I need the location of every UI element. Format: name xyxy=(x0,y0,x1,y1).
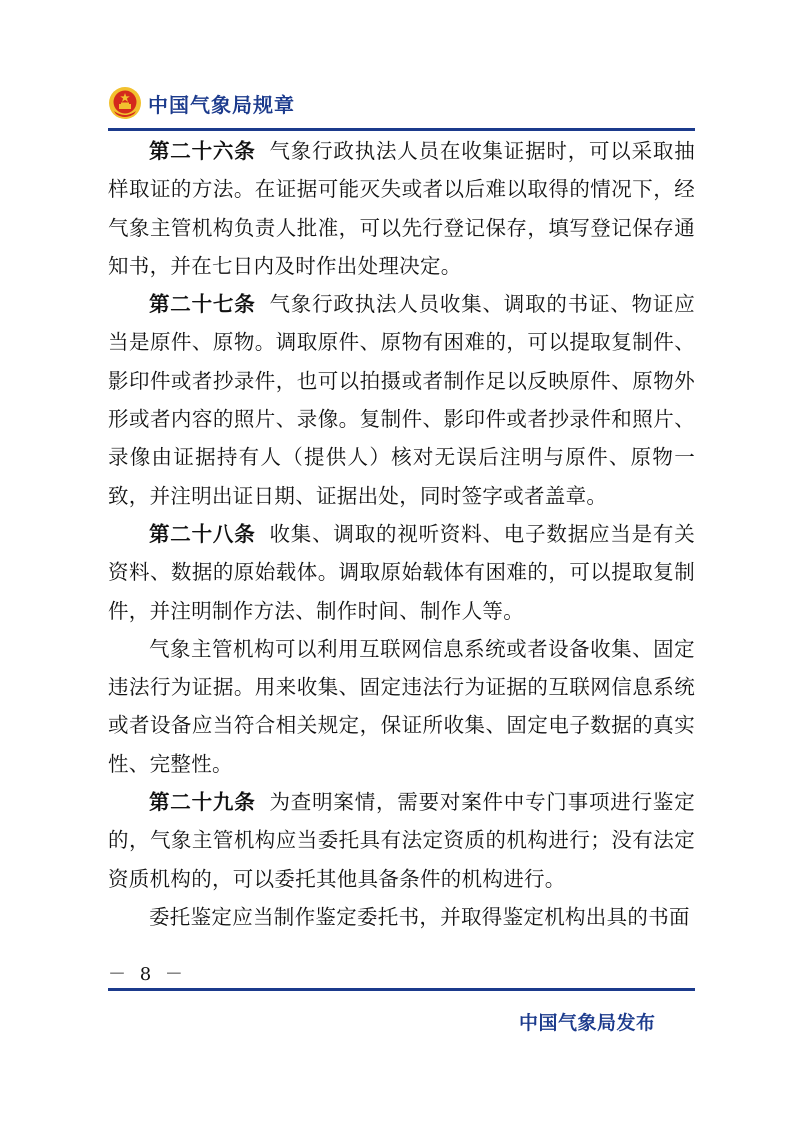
article-text: 为查明案情，需要对案件中专门事项进行鉴定的，气象主管机构应当委托具有法定资质的机构进行；没有法定资质机构的，可以委托其他具备条件的机构进行。 xyxy=(108,790,695,891)
document-body xyxy=(108,132,695,936)
article-29-continuation-paragraph xyxy=(108,898,695,936)
article-text: 气象行政执法人员在收集证据时，可以采取抽样取证的方法。在证据可能灭失或者以后难以取得的情况下，经气象主管机构负责人批准，可以先行登记保存，填写登记保存通知书，并在七日内及时作出处理决定。 xyxy=(108,139,695,278)
header-title: 中国气象局规章 xyxy=(148,92,295,117)
article-28-continuation-paragraph xyxy=(108,630,695,783)
national-emblem-icon xyxy=(108,86,142,120)
article-heading: 第二十八条 xyxy=(149,521,256,546)
article-text: 委托鉴定应当制作鉴定委托书，并取得鉴定机构出具的书面 xyxy=(149,904,690,929)
article-heading: 第二十六条 xyxy=(149,139,256,163)
page-number: － 8 － xyxy=(108,964,187,985)
footer-divider xyxy=(108,988,695,991)
article-29-paragraph xyxy=(108,783,695,898)
page-header xyxy=(108,86,295,120)
header-divider xyxy=(108,128,695,131)
article-text: 收集、调取的视听资料、电子数据应当是有关资料、数据的原始载体。调取原始载体有困难的，可以提取复制件，并注明制作方法、制作时间、制作人等。 xyxy=(108,521,695,623)
article-28-paragraph xyxy=(108,515,695,630)
article-27-paragraph xyxy=(108,285,695,515)
article-heading: 第二十七条 xyxy=(149,292,256,317)
footer-publisher: 中国气象局发布 xyxy=(519,1012,656,1034)
article-text: 气象主管机构可以利用互联网信息系统或者设备收集、固定违法行为证据。用来收集、固定违法行为证据的互联网信息系统或者设备应当符合相关规定，保证所收集、固定电子数据的真实性、完整性。 xyxy=(108,636,695,776)
article-text: 气象行政执法人员收集、调取的书证、物证应当是原件、原物。调取原件、原物有困难的，可以提取复制件、影印件或者抄录件，也可以拍摄或者制作足以反映原件、原物外形或者内容的照片、录像。复制件、影印件或者抄录件和照片、录像由证据持有人（提供人）核对无误后注明与原件、原物一致，并注明出证日期、证据出处，同时签字或者盖章。 xyxy=(108,292,695,508)
article-heading: 第二十九条 xyxy=(149,790,256,815)
article-26-paragraph xyxy=(108,132,695,285)
